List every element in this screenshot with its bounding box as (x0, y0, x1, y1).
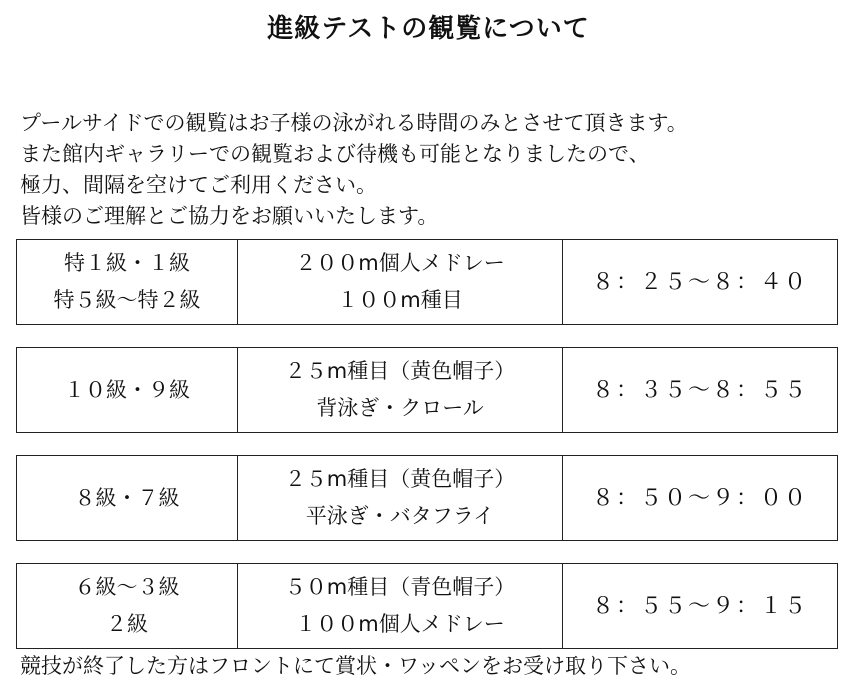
grade-label: １０級・９級 (64, 377, 190, 402)
grade-cell (17, 456, 238, 540)
intro-text (20, 108, 850, 232)
schedule-row (16, 563, 838, 649)
grade-cell (17, 240, 238, 324)
time-label: ８：３５～８：５５ (591, 377, 808, 403)
grade-label: ８級・７級 (74, 485, 180, 510)
page-title: 進級テストの観覧について (267, 14, 590, 44)
event-label: １００m種目 (337, 288, 463, 312)
intro-line: 極力、間隔を空けてご利用ください。 (20, 173, 377, 197)
event-label: ２００m個人メドレー (295, 251, 505, 275)
grade-label: ２級 (106, 612, 148, 636)
event-cell (238, 348, 563, 432)
intro-line: プールサイドでの観覧はお子様の泳がれる時間のみとさせて頂きます。 (20, 111, 688, 135)
grade-label: 特５級～特２級 (53, 288, 201, 312)
event-label: 平泳ぎ・バタフライ (305, 504, 495, 528)
event-label: 背泳ぎ・クロール (316, 396, 484, 420)
time-cell (563, 240, 837, 324)
schedule-row (16, 347, 838, 433)
footer-note: 競技が終了した方はフロントにて賞状・ワッペンをお受け取り下さい。 (20, 654, 691, 678)
grade-label: ６級～３級 (74, 575, 180, 599)
time-cell (563, 348, 837, 432)
grade-cell (17, 348, 238, 432)
schedule-row (16, 239, 838, 325)
event-cell (238, 456, 563, 540)
time-label: ８：５０～９：００ (591, 485, 808, 511)
intro-line: また館内ギャラリーでの観覧および待機も可能となりましたので、 (20, 142, 650, 166)
event-label: ２５m種目（黄色帽子） (284, 467, 516, 491)
event-label: １００m個人メドレー (295, 612, 505, 636)
time-label: ８：５５～９：１５ (591, 593, 808, 619)
time-cell (563, 456, 837, 540)
grade-label: 特１級・１級 (64, 251, 190, 275)
event-cell (238, 564, 563, 648)
time-cell (563, 564, 837, 648)
event-label: ５０m種目（青色帽子） (284, 575, 516, 599)
event-cell (238, 240, 563, 324)
schedule-row (16, 455, 838, 541)
time-label: ８：２５～８：４０ (591, 269, 808, 295)
grade-cell (17, 564, 238, 648)
intro-line: 皆様のご理解とご協力をお願いいたします。 (20, 204, 439, 228)
event-label: ２５m種目（黄色帽子） (284, 359, 516, 383)
